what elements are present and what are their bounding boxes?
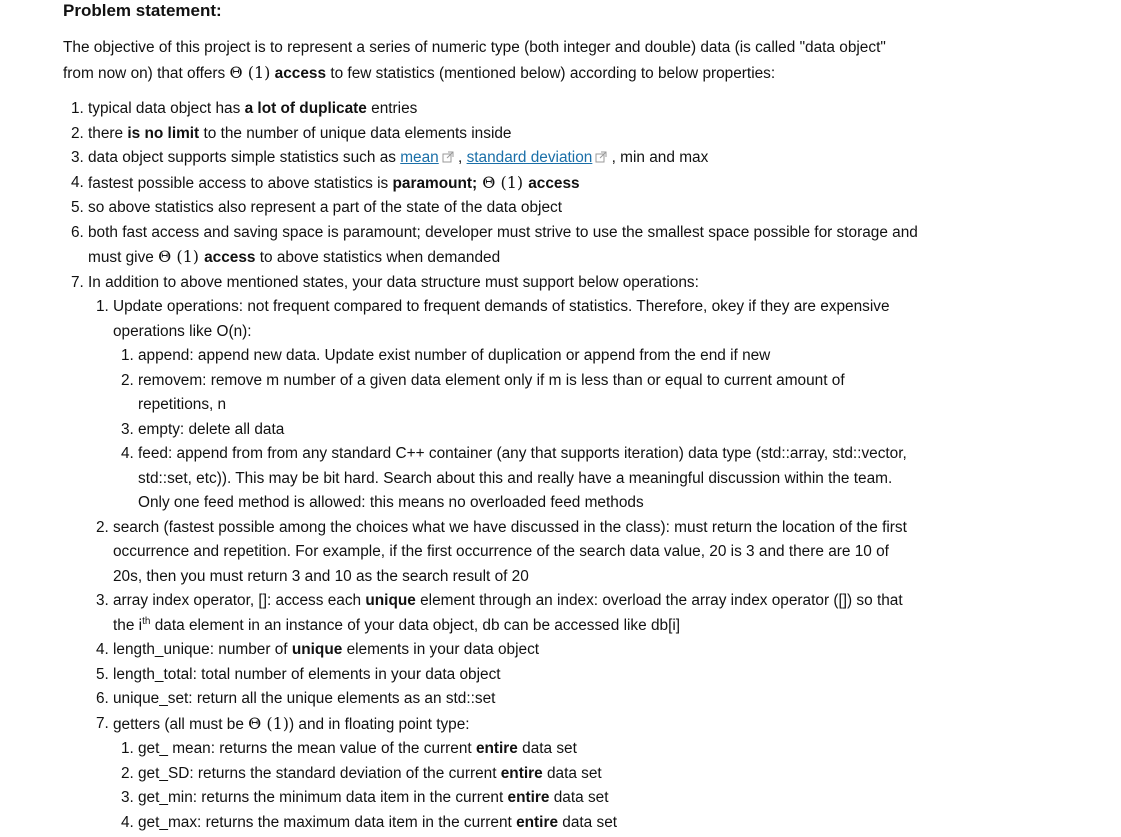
item-text: fastest possible access to above statistics is bbox=[88, 174, 393, 192]
item-text: append: append new data. Update exist number of duplication or append from the end if new bbox=[138, 347, 771, 364]
item-number: 3. bbox=[96, 592, 109, 609]
item-number: 4. bbox=[71, 173, 84, 191]
item-text: data object supports simple statistics such as bbox=[88, 149, 401, 166]
item-text: , bbox=[453, 149, 467, 166]
item-number: 2. bbox=[71, 124, 84, 142]
item-number: 4. bbox=[121, 813, 134, 831]
getters-list bbox=[62, 737, 922, 835]
item-text: get_min: returns the minimum data item in the current bbox=[138, 789, 508, 806]
list-item bbox=[62, 811, 922, 836]
item-number: 2. bbox=[121, 764, 134, 782]
item-text: to above statistics when demanded bbox=[255, 249, 501, 266]
list-item bbox=[62, 712, 922, 836]
list-item bbox=[62, 146, 922, 171]
item-text: unique_set: return all the unique elements as an std::set bbox=[113, 690, 496, 707]
item-text: length_total: total number of elements in your data object bbox=[113, 665, 501, 683]
item-number: 1. bbox=[71, 100, 84, 117]
list-item bbox=[62, 442, 922, 516]
item-text: data set bbox=[558, 813, 618, 831]
item-text: to the number of unique data elements inside bbox=[199, 124, 512, 142]
item-text: get_SD: returns the standard deviation of the current bbox=[138, 764, 501, 782]
item-text: get_ mean: returns the mean value of the current bbox=[138, 740, 476, 757]
item-number: 3. bbox=[71, 149, 84, 166]
item-number: 2. bbox=[121, 371, 134, 389]
mean-link[interactable]: mean bbox=[400, 149, 439, 166]
theta-notation: Θ (1) bbox=[477, 172, 529, 192]
list-item bbox=[62, 589, 922, 638]
superscript: th bbox=[142, 615, 151, 627]
external-link-icon[interactable] bbox=[595, 151, 607, 163]
item-text: data set bbox=[517, 740, 577, 757]
list-item bbox=[62, 762, 922, 787]
item-bold: access bbox=[528, 174, 580, 192]
item-bold: entire bbox=[475, 740, 518, 757]
list-item bbox=[62, 516, 922, 590]
page-title: Problem statement: bbox=[63, 1, 222, 20]
item-number: 5. bbox=[71, 199, 84, 216]
item-text: , min and max bbox=[607, 149, 709, 166]
intro-text-end: to few statistics (mentioned below) according to below properties: bbox=[326, 64, 776, 82]
item-bold: a lot of duplicate bbox=[244, 100, 367, 117]
theta-notation: Θ (1) bbox=[158, 247, 205, 266]
item-text: data element in an instance of your data object, db can be accessed like db[i] bbox=[150, 616, 681, 634]
item-text: In addition to above mentioned states, your data structure must support below operations: bbox=[88, 273, 699, 291]
item-text: so above statistics also represent a part of the state of the data object bbox=[88, 199, 562, 216]
external-link-icon[interactable] bbox=[442, 151, 454, 163]
list-item bbox=[62, 344, 922, 369]
item-text: removem: remove m number of a given data element only if m is less than or equal to current amount of repetitions, n bbox=[138, 371, 845, 413]
theta-notation: Θ (1) bbox=[229, 62, 271, 82]
operations-list bbox=[62, 295, 922, 835]
properties-list-wrapper bbox=[62, 97, 922, 835]
item-bold: entire bbox=[500, 764, 543, 782]
item-text: data set bbox=[542, 764, 602, 782]
item-text: feed: append from from any standard C++ container (any that supports iteration) data type (std::array, std::vector, std::set, etc)). This may be bit hard. Search about this and really have a meaningful discussion within the team. Only one feed method is allowed: this means no overloaded feed methods bbox=[138, 445, 907, 511]
item-number: 6. bbox=[71, 223, 84, 241]
theta-notation: Θ (1) bbox=[248, 713, 290, 733]
list-item bbox=[62, 295, 922, 516]
list-item bbox=[62, 221, 922, 271]
item-number: 4. bbox=[96, 641, 109, 658]
item-number: 2. bbox=[96, 518, 109, 536]
list-item bbox=[62, 638, 922, 663]
item-text: empty: delete all data bbox=[138, 420, 285, 438]
item-number: 7. bbox=[96, 714, 109, 732]
item-number: 1. bbox=[96, 298, 109, 315]
item-number: 4. bbox=[121, 445, 134, 462]
list-item bbox=[62, 271, 922, 836]
list-item bbox=[62, 122, 922, 147]
list-item bbox=[62, 786, 922, 811]
item-text: there bbox=[88, 124, 128, 142]
item-number: 7. bbox=[71, 273, 84, 291]
intro-bold: access bbox=[270, 64, 327, 82]
item-bold: is no limit bbox=[127, 124, 200, 142]
item-text: entries bbox=[366, 100, 418, 117]
item-text: search (fastest possible among the choices what we have discussed in the class): must return the location of the first occurrence and repetition. For example, if the first occurrence of the search data value, 20 is 3 and there are 10 of 20s, then you must return 3 and 10 as the search result of 20 bbox=[113, 518, 907, 585]
item-text: get_max: returns the maximum data item in the current bbox=[138, 813, 517, 831]
intro-text: The objective of this project is to represent a series of numeric type (both integer and double) data (is called "data object" from now on) that offers bbox=[63, 39, 886, 82]
list-item bbox=[62, 418, 922, 443]
item-bold: entire bbox=[507, 789, 550, 806]
item-number: 6. bbox=[96, 690, 109, 707]
item-bold: entire bbox=[516, 813, 559, 831]
intro-paragraph bbox=[63, 36, 893, 86]
list-item bbox=[62, 171, 922, 197]
properties-list bbox=[62, 97, 922, 835]
update-operations-list bbox=[62, 344, 922, 516]
list-item bbox=[62, 369, 922, 418]
list-item bbox=[62, 97, 922, 122]
item-bold: access bbox=[204, 249, 256, 266]
item-text: elements in your data object bbox=[342, 641, 540, 658]
standard-deviation-link[interactable]: standard deviation bbox=[466, 149, 593, 166]
item-number: 3. bbox=[121, 420, 134, 438]
item-text: Update operations: not frequent compared to frequent demands of statistics. Therefore, okey if they are expensive operations like O(n): bbox=[113, 298, 890, 340]
list-item bbox=[62, 663, 922, 688]
item-number: 1. bbox=[121, 740, 134, 757]
item-number: 5. bbox=[96, 665, 109, 683]
list-item bbox=[62, 687, 922, 712]
list-item bbox=[62, 737, 922, 762]
item-bold: unique bbox=[291, 641, 343, 658]
list-item bbox=[62, 196, 922, 221]
item-number: 3. bbox=[121, 789, 134, 806]
item-text: data set bbox=[549, 789, 609, 806]
item-number: 1. bbox=[121, 347, 134, 364]
item-text: array index operator, []: access each bbox=[113, 592, 366, 609]
item-text: element through an index: overload the array index operator ([]) so that the i bbox=[113, 592, 903, 634]
item-text: getters (all must be bbox=[113, 715, 249, 733]
item-bold: unique bbox=[365, 592, 416, 609]
item-text: typical data object has bbox=[88, 100, 245, 117]
item-text: ) and in floating point type: bbox=[289, 715, 470, 733]
item-bold: paramount; bbox=[392, 174, 478, 192]
item-text: length_unique: number of bbox=[113, 641, 292, 658]
item-text: both fast access and saving space is paramount; developer must strive to use the smallest space possible for storage and must give bbox=[88, 223, 918, 266]
